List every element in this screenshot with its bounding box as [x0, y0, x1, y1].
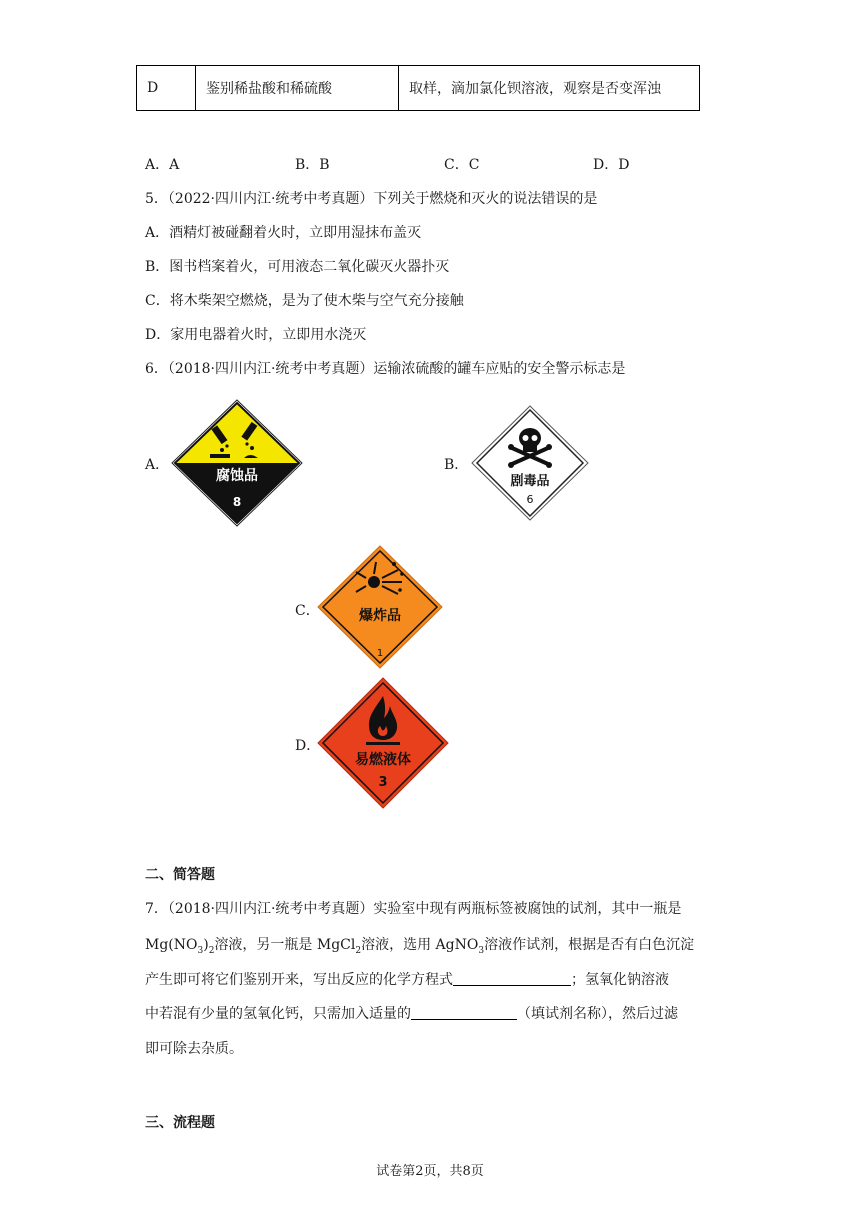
- explosive-sign-icon: [316, 544, 444, 670]
- table-row: [137, 66, 700, 111]
- explosive-sign-text: 爆炸品: [359, 608, 401, 624]
- text-segment: 中若混有少量的氢氧化钙，只需加入适量的: [145, 1006, 411, 1022]
- subscript: 3: [197, 945, 204, 956]
- corrosive-sign-number: 8: [232, 495, 242, 509]
- q4-answer-b: B．B: [295, 157, 330, 173]
- page-footer: 试卷第2页，共8页: [376, 1164, 484, 1179]
- q6-option-c-label: C．: [295, 603, 320, 619]
- answer-blank-reagent[interactable]: [411, 1005, 517, 1020]
- answer-blank-equation[interactable]: [453, 971, 571, 986]
- subscript: 2: [355, 945, 362, 956]
- toxic-sign-number: 6: [526, 493, 534, 506]
- flammable-liquid-sign-icon: [316, 676, 450, 810]
- q7-line-3: [145, 969, 669, 989]
- subscript: 3: [478, 945, 485, 956]
- subscript: 2: [208, 945, 215, 956]
- table-cell-purpose: 鉴别稀盐酸和稀硫酸: [196, 66, 399, 111]
- text-segment: 溶液，选用 AgNO: [361, 937, 479, 953]
- flammable-liquid-sign-text: 易燃液体: [355, 752, 411, 768]
- q7-line-2: [145, 934, 694, 956]
- toxic-sign-icon: [470, 404, 590, 522]
- q6-option-d-label: D．: [295, 738, 321, 754]
- corrosive-sign-icon: [170, 398, 304, 528]
- q6-option-a-label: A．: [145, 457, 170, 473]
- q5-option-d: D．家用电器着火时，立即用水浇灭: [145, 327, 367, 343]
- q6-option-b-label: B．: [444, 457, 469, 473]
- q4-answer-a: A．A: [145, 157, 180, 173]
- option-table: [136, 65, 700, 111]
- q7-line-5: 即可除去杂质。: [145, 1041, 243, 1057]
- section-heading-flowchart: 三、流程题: [145, 1115, 215, 1131]
- q5-option-c: C．将木柴架空燃烧，是为了使木柴与空气充分接触: [145, 293, 464, 309]
- text-segment: 产生即可将它们鉴别开来，写出反应的化学方程式: [145, 972, 453, 988]
- table-cell-method: 取样，滴加氯化钡溶液，观察是否变浑浊: [399, 66, 700, 111]
- formula-paren: ): [203, 937, 209, 953]
- text-segment: 溶液，另一瓶是 MgCl: [214, 937, 356, 953]
- q7-line-1: 7．（2018·四川内江·统考中考真题）实验室中现有两瓶标签被腐蚀的试剂，其中一瓶是: [145, 901, 682, 917]
- formula-mgno3: Mg(NO: [145, 937, 198, 953]
- text-segment: ；氢氧化钠溶液: [571, 972, 669, 988]
- flammable-liquid-sign-number: 3: [378, 775, 388, 790]
- corrosive-sign-text: 腐蚀品: [216, 468, 258, 484]
- explosive-sign-number: 1: [376, 648, 384, 659]
- q6-stem: 6．（2018·四川内江·统考中考真题）运输浓硫酸的罐车应贴的安全警示标志是: [145, 361, 626, 377]
- q4-answer-c: C．C: [444, 157, 480, 173]
- section-heading-short-answer: 二、简答题: [145, 867, 215, 883]
- table-cell-letter: D: [137, 66, 196, 111]
- q4-answer-d: D．D: [593, 157, 630, 173]
- text-segment: （填试剂名称），然后过滤: [517, 1006, 678, 1022]
- text-segment: 溶液作试剂，根据是否有白色沉淀: [484, 937, 695, 953]
- q5-option-a: A．酒精灯被碰翻着火时，立即用湿抹布盖灭: [145, 225, 422, 241]
- q5-option-b: B．图书档案着火，可用液态二氧化碳灭火器扑灭: [145, 259, 450, 275]
- toxic-sign-text: 剧毒品: [510, 474, 550, 489]
- q5-stem: 5．（2022·四川内江·统考中考真题）下列关于燃烧和灭火的说法错误的是: [145, 191, 598, 207]
- q7-line-4: [145, 1003, 678, 1023]
